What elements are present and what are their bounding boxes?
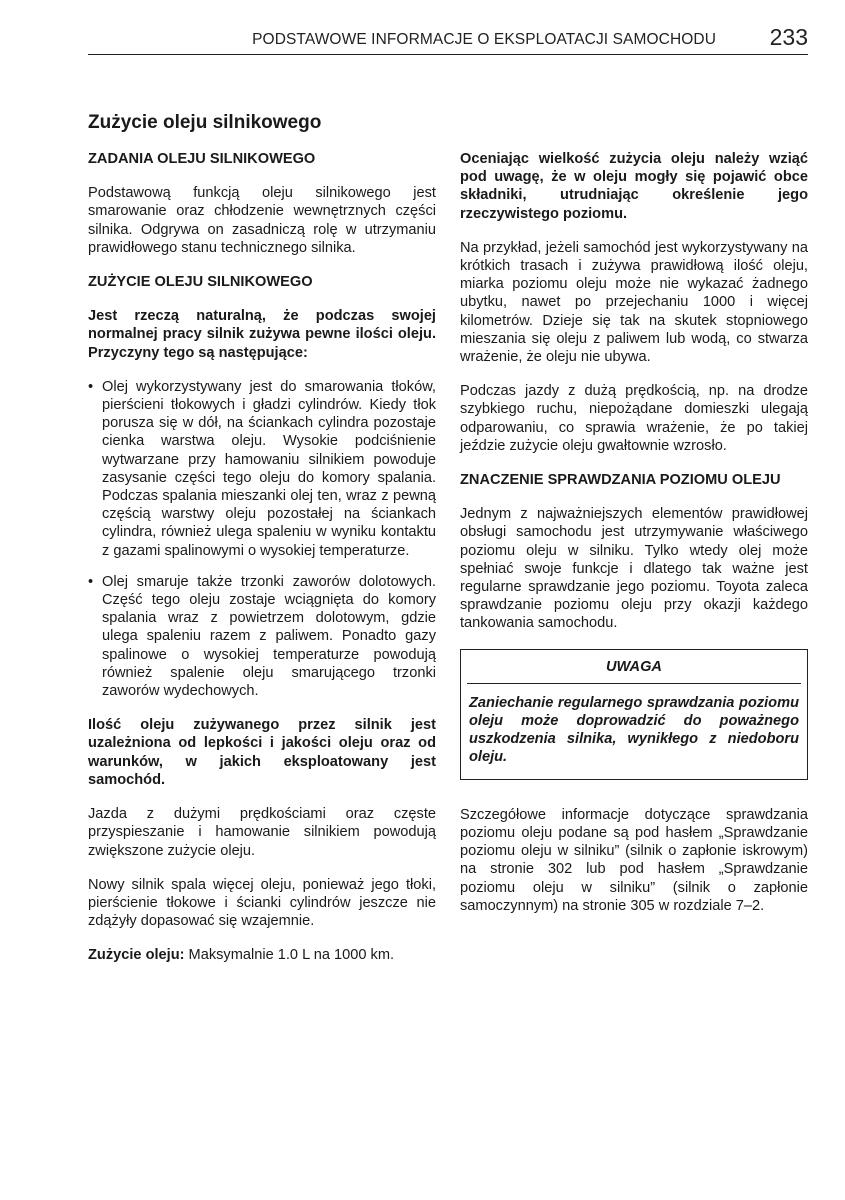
page-header [88, 26, 808, 55]
paragraph-consumption-factors: Ilość oleju zużywanego przez silnik jest uzależniona od lepkości i jakości oleju oraz od warunków, w jakich eksploatowany jest samochód. [88, 717, 436, 788]
section-heading-oil-consumption: ZUŻYCIE OLEJU SILNIKOWEGO [88, 274, 313, 291]
paragraph-high-speed: Jazda z dużymi prędkościami oraz częste przyspieszanie i hamowanie silnikiem powodują zwiększone zużycie oleju. [88, 806, 436, 859]
paragraph-new-engine: Nowy silnik spala więcej oleju, ponieważ jego tłoki, pierścienie tłokowe i ścianki cylindrów jeszcze nie zdążyły dopasować się wzajemnie. [88, 876, 436, 930]
paragraph-example: Na przykład, jeżeli samochód jest wykorzystywany na krótkich trasach i zużywa prawidłową ilość oleju, miarka poziomu oleju może nie wykazać żadnego ubytku, nawet po przejechaniu 1000 i więcej kilometrów. Dzieje się tak na skutek stopniowego mieszania się oleju z paliwem lub wodą, co stwarza wrażenie, że oleju nie ubywa. [460, 239, 808, 366]
left-column [88, 150, 436, 981]
paragraph-level-check: Jednym z najważniejszych elementów prawidłowej obsługi samochodu jest utrzymywanie właściwego poziomu oleju w silniku. Tylko wtedy olej może spełniać swoje funkcje i dlatego tak ważne jest regularne sprawdzanie jego poziomu. Toyota zaleca sprawdzanie poziomu oleju przy okazji każdego tankowania samochodu. [460, 506, 808, 632]
consumption-value: Maksymalnie 1.0 L na 1000 km. [184, 947, 395, 964]
right-column [460, 150, 808, 931]
paragraph-details: Szczegółowe informacje dotyczące sprawdzania poziomu oleju podane są pod hasłem „Sprawdzanie poziomu oleju w silniku” (silnik o zapłonie iskrowym) na stronie 302 lub pod hasłem „Sprawdzanie poziomu oleju w silniku” (silnik o zapłonie samoczynnym) na stronie 305 w rozdziale 7–2. [460, 806, 808, 914]
consumption-label: Zużycie oleju: [88, 947, 185, 964]
reasons-list [88, 378, 436, 700]
paragraph-assessment-intro: Oceniając wielkość zużycia oleju należy wziąć pod uwagę, że w oleju mogły się pojawić obce składniki, utrudniając określenie jego rzeczywistego poziomu. [460, 151, 808, 222]
list-item: • Olej wykorzystywany jest do smarowania tłoków, pierścieni tłokowych i gładzi cylindrów. Kiedy tłok porusza się w dół, na ściankach cylindra pozostaje cienka warstwa oleju. Wysokie podciśnienie wytwarzane przy hamowaniu silnikiem powoduje zasysanie części tego oleju do komory spalania. Podczas spalania mieszanki olej ten, wraz z pewną częścią warstwy oleju pozostałej na ściankach cylindra, również ulega spaleniu w wyniku kontaktu z gazami spalinowymi o wysokiej temperaturze. [88, 378, 436, 560]
section-heading-level-check: ZNACZENIE SPRAWDZANIA POZIOMU OLEJU [460, 472, 781, 489]
warning-box [460, 649, 808, 780]
consumption-spec [88, 946, 436, 964]
main-title: Zużycie oleju silnikowego [88, 112, 322, 133]
header-title: PODSTAWOWE INFORMACJE O EKSPLOATACJI SAMOCHODU [252, 31, 716, 48]
paragraph-consumption-intro: Jest rzeczą naturalną, że podczas swojej normalnej pracy silnik zużywa pewne ilości oleju. Przyczyny tego są następujące: [88, 308, 436, 361]
paragraph-highway: Podczas jazdy z dużą prędkością, np. na drodze szybkiego ruchu, niepożądane domieszki ulegają odparowaniu, co sprawia wrażenie, że po takiej jeździe zużycie oleju gwałtownie wzrosło. [460, 383, 808, 454]
warning-title: UWAGA [467, 650, 801, 684]
warning-text: Zaniechanie regularnego sprawdzania poziomu oleju może doprowadzić do poważnego uszkodzenia silnika, wynikłego z niedoboru oleju. [469, 694, 799, 766]
list-item: • Olej smaruje także trzonki zaworów dolotowych. Część tego oleju zostaje wciągnięta do komory spalania wraz z powietrzem dolotowym, gdzie ulega spaleniu razem z paliwem. Ponadto gazy spalinowe o wysokiej temperaturze powodują również spalenie oleju smarującego trzonki zaworów wydechowych. [88, 573, 436, 700]
section-heading-oil-tasks: ZADANIA OLEJU SILNIKOWEGO [88, 151, 316, 167]
paragraph-oil-function: Podstawową funkcją oleju silnikowego jest smarowanie oraz chłodzenie wewnętrznych części silnika. Odgrywa on zasadniczą rolę w utrzymaniu prawidłowego stanu technicznego silnika. [88, 185, 436, 256]
page-number: 233 [769, 24, 808, 50]
